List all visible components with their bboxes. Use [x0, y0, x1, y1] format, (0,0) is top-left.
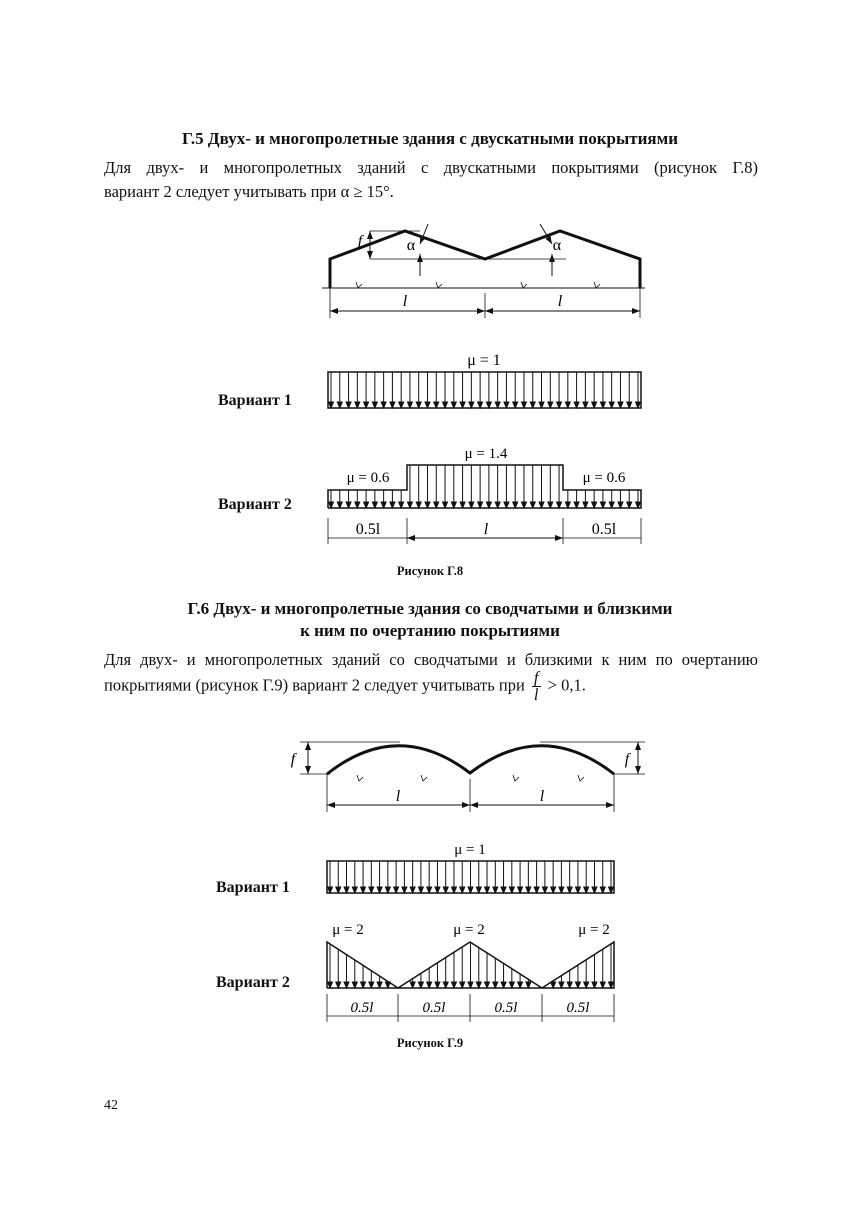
- load-arrow-head: [435, 887, 440, 893]
- load-arrow-head: [337, 402, 342, 408]
- load-arrow-head: [369, 887, 374, 893]
- load-arrow-head: [574, 402, 579, 408]
- load-arrow-head: [361, 982, 366, 988]
- load-arrow-head: [584, 887, 589, 893]
- load-arrow-head: [434, 502, 439, 508]
- load-arrow-head: [609, 887, 614, 893]
- load-arrow-head: [418, 982, 423, 988]
- load-arrow-head: [460, 982, 465, 988]
- page-number: 42: [104, 1098, 118, 1113]
- section-g5-paragraph-line-1: Для двух- и многопролетных зданий с двускатными покрытиями (рисунок Г.8): [104, 158, 758, 177]
- figure-g9-profile: [280, 735, 650, 825]
- load-arrow-head: [451, 982, 456, 988]
- fraction-numerator: f: [533, 668, 539, 687]
- figure-g9-caption: Рисунок Г.9: [396, 1036, 464, 1050]
- load-arrow-head: [402, 887, 407, 893]
- load-arrow-head: [559, 887, 564, 893]
- mu-label: μ = 2: [578, 922, 610, 938]
- section-g6-paragraph-line-1: Для двух- и многопролетных зданий со сводчатыми и близкими к ним по очертанию: [104, 650, 758, 669]
- span-label: l: [539, 788, 545, 805]
- load-arrow-head: [336, 887, 341, 893]
- load-arrow-head: [495, 402, 500, 408]
- load-arrow-head: [328, 982, 333, 988]
- dimension-label: 0.5l: [355, 521, 381, 538]
- load-arrow-head: [337, 502, 342, 508]
- section-g6-paragraph-line-2: [104, 670, 586, 703]
- dimension-label: 0.5l: [422, 1000, 446, 1016]
- load-arrow-head: [407, 502, 412, 508]
- mu-label: μ = 2: [453, 922, 485, 938]
- load-arrow-head: [559, 982, 564, 988]
- load-arrows: [329, 372, 641, 408]
- load-arrow-head: [485, 982, 490, 988]
- load-arrow-head: [361, 887, 366, 893]
- load-arrow-head: [609, 502, 614, 508]
- figure-g8-caption: Рисунок Г.8: [396, 564, 464, 578]
- load-arrow-head: [460, 402, 465, 408]
- figure-g9-variant-2-load: [300, 915, 630, 1025]
- load-arrow-head: [521, 402, 526, 408]
- load-arrow-head: [600, 887, 605, 893]
- load-arrow-head: [434, 402, 439, 408]
- figure-g8-profile: [300, 220, 660, 325]
- f-label: f: [357, 233, 363, 250]
- load-arrow-head: [346, 502, 351, 508]
- variant-1-label: Вариант 1: [216, 879, 290, 896]
- span-label: l: [557, 293, 563, 310]
- load-arrow-head: [485, 887, 490, 893]
- fraction-denominator: l: [533, 685, 539, 704]
- load-arrow-head: [548, 402, 553, 408]
- load-arrow-head: [493, 887, 498, 893]
- load-arrow-head: [501, 982, 506, 988]
- load-arrow-head: [618, 402, 623, 408]
- load-arrow-head: [328, 887, 333, 893]
- load-arrow-head: [427, 887, 432, 893]
- load-arrow-head: [509, 887, 514, 893]
- load-arrow-head: [600, 502, 605, 508]
- load-arrow-head: [600, 402, 605, 408]
- load-arrow-head: [385, 982, 390, 988]
- load-arrow-head: [443, 887, 448, 893]
- load-arrow-head: [336, 982, 341, 988]
- section-g5-heading: Г.5 Двух- и многопролетные здания с двускатными покрытиями: [182, 129, 678, 148]
- load-arrow-head: [526, 887, 531, 893]
- f-label: f: [624, 751, 630, 768]
- paragraph-text: > 0,1.: [547, 675, 586, 695]
- load-arrow-head: [539, 402, 544, 408]
- section-g5-paragraph-line-2: вариант 2 следует учитывать при α ≥ 15°.: [104, 182, 394, 201]
- load-arrow-head: [557, 502, 562, 508]
- mu-label: μ = 0.6: [582, 470, 626, 486]
- load-arrow-head: [526, 982, 531, 988]
- load-arrow-head: [425, 502, 430, 508]
- span-label: l: [395, 788, 401, 805]
- load-arrow-head: [486, 402, 491, 408]
- load-arrow-head: [530, 402, 535, 408]
- load-arrow-head: [344, 982, 349, 988]
- figure-g9-variant-1-load: [300, 835, 630, 900]
- load-arrow-head: [435, 982, 440, 988]
- load-arrow-head: [530, 502, 535, 508]
- load-arrow-head: [565, 502, 570, 508]
- load-arrow-head: [407, 402, 412, 408]
- section-g6-heading-line-1: Г.6 Двух- и многопролетные здания со сводчатыми и близкими: [187, 599, 673, 618]
- load-arrow-head: [364, 502, 369, 508]
- load-arrow-head: [600, 982, 605, 988]
- dimension-label: 0.5l: [591, 521, 617, 538]
- load-arrow-head: [381, 402, 386, 408]
- load-arrow-head: [636, 502, 641, 508]
- load-arrow-head: [390, 502, 395, 508]
- load-arrow-head: [352, 887, 357, 893]
- load-arrow-head: [551, 887, 556, 893]
- load-arrow-head: [443, 502, 448, 508]
- load-arrow-head: [369, 982, 374, 988]
- load-arrow-head: [521, 502, 526, 508]
- load-arrow-head: [399, 502, 404, 508]
- load-arrow-head: [385, 887, 390, 893]
- load-arrow-head: [451, 502, 456, 508]
- load-arrow-head: [469, 502, 474, 508]
- variant-2-label: Вариант 2: [216, 974, 290, 991]
- dimension-label: 0.5l: [350, 1000, 374, 1016]
- load-arrow-head: [574, 502, 579, 508]
- load-arrow-head: [399, 402, 404, 408]
- load-arrow-head: [418, 887, 423, 893]
- load-arrow-head: [410, 887, 415, 893]
- mu-label: μ = 0.6: [346, 470, 390, 486]
- load-arrow-head: [584, 982, 589, 988]
- gable-roof-outline: [330, 231, 640, 288]
- load-arrow-head: [329, 402, 334, 408]
- load-arrow-head: [372, 502, 377, 508]
- load-arrow-head: [567, 982, 572, 988]
- load-arrow-head: [416, 502, 421, 508]
- load-arrow-head: [548, 502, 553, 508]
- load-arrow-head: [513, 502, 518, 508]
- load-arrow-head: [592, 982, 597, 988]
- f-label: f: [290, 751, 296, 768]
- load-arrow-head: [486, 502, 491, 508]
- alpha-label: α: [406, 237, 416, 254]
- load-arrow-head: [443, 402, 448, 408]
- variant-1-label: Вариант 1: [218, 392, 292, 409]
- load-arrow-head: [344, 887, 349, 893]
- load-arrow-head: [583, 402, 588, 408]
- load-arrow-head: [427, 982, 432, 988]
- load-arrow-head: [575, 887, 580, 893]
- figure-g8-variant-1-load: [300, 340, 660, 415]
- load-arrow-head: [372, 402, 377, 408]
- load-arrow-head: [609, 402, 614, 408]
- load-arrow-head: [565, 402, 570, 408]
- load-arrow-head: [416, 402, 421, 408]
- load-arrow-head: [478, 502, 483, 508]
- load-arrow-head: [495, 502, 500, 508]
- mu-label: μ = 2: [332, 922, 364, 938]
- alpha-label: α: [552, 237, 562, 254]
- load-arrow-head: [377, 982, 382, 988]
- load-arrows: [328, 942, 614, 988]
- mu-label: μ = 1: [467, 352, 501, 369]
- load-arrow-head: [476, 887, 481, 893]
- load-arrow-head: [394, 887, 399, 893]
- load-arrow-head: [518, 982, 523, 988]
- load-arrow-head: [460, 887, 465, 893]
- load-arrow-head: [636, 402, 641, 408]
- load-arrow-head: [504, 402, 509, 408]
- load-arrow-head: [469, 402, 474, 408]
- section-g6-heading-line-2: к ним по очертанию покрытиями: [300, 621, 560, 640]
- mu-label: μ = 1.4: [464, 446, 508, 462]
- load-arrow-head: [451, 887, 456, 893]
- load-arrow-head: [592, 402, 597, 408]
- load-arrow-head: [476, 982, 481, 988]
- load-arrow-head: [618, 502, 623, 508]
- load-arrow-head: [443, 982, 448, 988]
- load-arrow-head: [583, 502, 588, 508]
- load-arrow-head: [504, 502, 509, 508]
- load-arrow-head: [355, 502, 360, 508]
- load-arrow-head: [592, 502, 597, 508]
- load-arrow-head: [364, 402, 369, 408]
- load-arrow-head: [425, 402, 430, 408]
- load-arrow-head: [468, 982, 473, 988]
- load-arrow-head: [567, 887, 572, 893]
- load-arrow-head: [451, 402, 456, 408]
- ratio-fraction: [532, 670, 541, 703]
- load-arrow-head: [592, 887, 597, 893]
- load-arrow-head: [501, 887, 506, 893]
- paragraph-text: покрытиями (рисунок Г.9) вариант 2 следует учитывать при: [104, 675, 525, 695]
- load-arrow-head: [468, 887, 473, 893]
- dimension-label: 0.5l: [494, 1000, 518, 1016]
- load-arrow-head: [377, 887, 382, 893]
- load-arrow-head: [513, 402, 518, 408]
- dimension-label: 0.5l: [566, 1000, 590, 1016]
- load-arrow-head: [493, 982, 498, 988]
- load-arrow-head: [478, 402, 483, 408]
- load-arrow-head: [627, 502, 632, 508]
- load-arrow-head: [551, 982, 556, 988]
- mu-label: μ = 1: [454, 842, 486, 858]
- dimension-label: l: [483, 521, 489, 538]
- load-arrow-head: [329, 502, 334, 508]
- load-arrow-head: [509, 982, 514, 988]
- load-arrow-head: [390, 402, 395, 408]
- load-arrow-head: [410, 982, 415, 988]
- load-arrow-head: [542, 887, 547, 893]
- load-arrow-head: [575, 982, 580, 988]
- variant-2-label: Вариант 2: [218, 496, 292, 513]
- load-arrow-head: [518, 887, 523, 893]
- load-arrows: [328, 861, 614, 893]
- load-arrow-head: [534, 887, 539, 893]
- load-arrow-head: [460, 502, 465, 508]
- load-arrow-head: [352, 982, 357, 988]
- load-arrow-head: [539, 502, 544, 508]
- figure-g8-variant-2-load: [300, 440, 660, 550]
- span-label: l: [402, 293, 408, 310]
- load-arrow-head: [381, 502, 386, 508]
- load-arrow-head: [355, 402, 360, 408]
- load-arrow-head: [627, 402, 632, 408]
- vaulted-roof-outline: [327, 746, 614, 774]
- load-arrow-head: [557, 402, 562, 408]
- load-arrow-head: [609, 982, 614, 988]
- load-arrow-head: [346, 402, 351, 408]
